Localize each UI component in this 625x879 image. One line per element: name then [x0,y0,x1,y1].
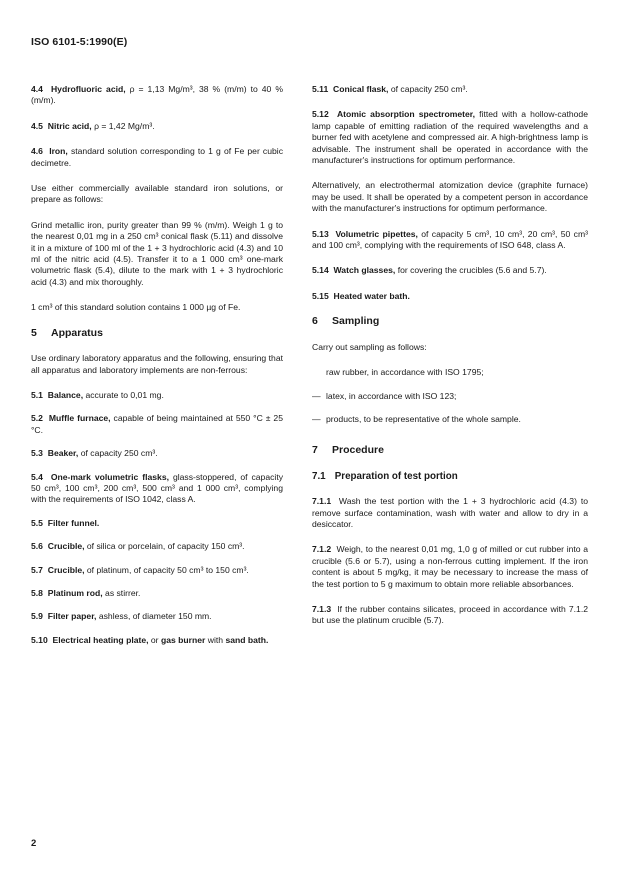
clause-text: of capacity 250 cm³. [390,84,468,94]
clause-label: Atomic absorption spectrometer, [336,109,476,120]
subsection-7-1-heading [312,471,588,482]
clause-text: of platinum, of capacity 50 cm³ to 150 cm³. [86,564,249,575]
clause-text: Wash the test portion with the 1 + 3 hydrochloric acid (4.3) to remove surface contamination, wash with water and allow to dry in a desiccator. [312,496,588,529]
clause-5-2 [31,413,283,436]
clause-number: 5.3 [31,448,43,459]
section-7-heading [312,445,588,456]
list-item-text: products, to be representative of the whole sample. [326,413,521,424]
page-number: 2 [31,838,37,849]
clause-label: Electrical heating plate, [52,634,149,645]
clause-5-10 [31,635,283,646]
clause-number: 7.1.2 [312,544,332,555]
clause-4-5 [31,121,283,132]
clause-7-1-2 [312,544,588,590]
clause-label: Nitric acid, [47,120,92,131]
clause-number: 4.6 [31,146,43,157]
section-6-heading [312,316,588,327]
clause-label: Platinum rod, [47,587,103,598]
clause-text: accurate to 0,01 mg. [85,389,164,400]
clause-number: 5.5 [31,517,43,528]
clause-text: of silica or porcelain, of capacity 150 cm³. [86,541,245,552]
clause-number: 7.1.3 [312,603,332,614]
clause-label: Filter funnel. [47,517,100,528]
clause-text: fitted with a hollow-cathode lamp capable of emitting radiation of the required wavelengths and a burner fed with acetylene and compressed air. A high-brightness lamp is advisable. The instrument shall be operated in accordance with the manufacturer's instructions for optimum performance. [312,109,588,166]
paragraph-4-6-b: Grind metallic iron, purity greater than 99 % (m/m). Weigh 1 g to the nearest 0,01 mg in a 250 cm³ conical flask (5.11) and dissolve it in a mixture of 100 ml of the 1 + 3 hydrochloric acid (4.3) and 10 ml of the nitric acid (4.5). Transfer it to a 1 000 cm³ one-mark volumetric flask (5.4), dilute to the mark with 1 + 3 hydrochloric acid (4.3) and mix thoroughly. [31,219,283,287]
clause-text: or [150,634,159,645]
clause-label: Watch glasses, [333,265,396,276]
clause-number: 5.7 [31,564,43,575]
clause-5-11 [312,84,588,95]
clause-label: sand bath. [225,634,269,645]
clause-5-5 [31,518,283,529]
clause-number: 7.1.1 [312,496,332,507]
clause-label: Conical flask, [333,84,389,94]
sampling-item [312,367,588,378]
clause-text: capable of being maintained at 550 °C ± 25 °C. [31,413,283,435]
clause-number: 5.8 [31,587,43,598]
paragraph-4-6-a: Use either commercially available standard iron solutions, or prepare as follows: [31,183,283,205]
clause-text: standard solution corresponding to 1 g of Fe per cubic decimetre. [31,146,283,168]
paragraph-4-6-c: 1 cm³ of this standard solution contains 1 000 µg of Fe. [31,302,241,313]
list-dash: — [312,413,321,424]
section-title: Procedure [332,444,384,457]
subsection-title: Preparation of test portion [334,470,458,482]
clause-4-6 [31,146,283,169]
clause-number: 5.6 [31,541,43,552]
clause-number: 5.2 [31,413,43,424]
section-number: 5 [31,326,37,339]
clause-label: Filter paper, [47,611,97,622]
paragraph-5-intro: Use ordinary laboratory apparatus and the following, ensuring that all apparatus and laboratory implements are non-ferrous: [31,353,283,375]
section-title: Sampling [332,315,380,328]
paragraph-6-intro: Carry out sampling as follows: [312,341,427,352]
clause-5-15 [312,291,588,302]
list-item-text: raw rubber, in accordance with ISO 1795; [326,367,484,378]
sampling-item [312,391,588,402]
clause-5-3 [31,448,283,459]
clause-label: Crucible, [47,564,85,575]
document-header: ISO 6101-5:1990(E) [31,36,128,48]
clause-text: for covering the crucibles (5.6 and 5.7). [397,265,547,276]
right-column [312,84,588,641]
clause-number: 5.9 [31,611,43,622]
clause-number: 5.11 [312,84,329,94]
clause-number: 4.5 [31,120,43,131]
clause-5-13 [312,229,588,252]
clause-label: Muffle furnace, [48,413,111,424]
section-title: Apparatus [51,326,103,339]
clause-text: ρ = 1,42 Mg/m³. [94,120,155,131]
clause-label: Volumetric pipettes, [335,228,418,239]
clause-number: 5.13 [312,228,329,239]
clause-label: Iron, [49,146,68,157]
clause-label: Beaker, [47,448,79,459]
clause-text: with [207,634,224,645]
clause-number: 5.10 [31,634,48,645]
clause-text: ashless, of diameter 150 mm. [98,611,212,622]
section-number: 6 [312,315,318,328]
left-column [31,84,283,658]
clause-label: Hydrofluoric acid, [50,84,126,94]
clause-label: One-mark volumetric flasks, [50,471,169,482]
clause-5-14 [312,265,588,276]
section-5-heading [31,328,283,339]
clause-text: of capacity 5 cm³, 10 cm³, 20 cm³, 50 cm³ and 100 cm³, complying with the requirements of ISO 648, class A. [312,228,588,251]
clause-5-4 [31,472,283,506]
clause-number: 5.12 [312,109,329,120]
list-dash: — [312,390,321,401]
clause-5-6 [31,541,283,552]
paragraph-5-12-b: Alternatively, an electrothermal atomization device (graphite furnace) may be used. It shall be operated by a competent person in accordance with the manufacturer's instructions for optimum performance. [312,180,588,214]
clause-number: 5.15 [312,290,329,301]
clause-number: 4.4 [31,84,43,94]
clause-5-9 [31,611,283,622]
clause-text: glass-stoppered, of capacity 50 cm³, 100 cm³, 200 cm³, 500 cm³ and 1 000 cm³, complying with the requirements of ISO 1042, class A. [31,471,284,505]
clause-7-1-3 [312,604,588,627]
clause-label: Heated water bath. [333,290,410,301]
clause-5-8 [31,588,283,599]
clause-5-7 [31,565,283,576]
sampling-item [312,414,588,425]
clause-label: Balance, [47,389,84,400]
clause-text: ρ = 1,13 Mg/m³, 38 % (m/m) to 40 % (m/m). [31,84,283,106]
clause-text: of capacity 250 cm³. [80,448,158,459]
subsection-number: 7.1 [312,470,326,482]
clause-number: 5.14 [312,265,329,276]
clause-number: 5.4 [31,471,43,482]
clause-text: Weigh, to the nearest 0,01 mg, 1,0 g of milled or cut rubber into a crucible (5.6 or 5.7), using a non-ferrous cutting implement. If the iron content is about 5 mg/kg, it may be necessary to increase the mass of the test portion to 5 g maximum to obtain more reliable absorbances. [312,544,588,589]
section-number: 7 [312,444,318,457]
clause-number: 5.1 [31,389,43,400]
list-item-text: latex, in accordance with ISO 123; [326,390,457,401]
clause-text: as stirrer. [105,587,141,598]
clause-label: gas burner [160,634,206,645]
clause-text: If the rubber contains silicates, proceed in accordance with 7.1.2 but use the platinum crucible (5.7). [312,603,588,626]
clause-4-4 [31,84,283,107]
clause-5-12 [312,109,588,166]
clause-7-1-1 [312,496,588,530]
clause-5-1 [31,390,283,401]
clause-label: Crucible, [47,541,85,552]
